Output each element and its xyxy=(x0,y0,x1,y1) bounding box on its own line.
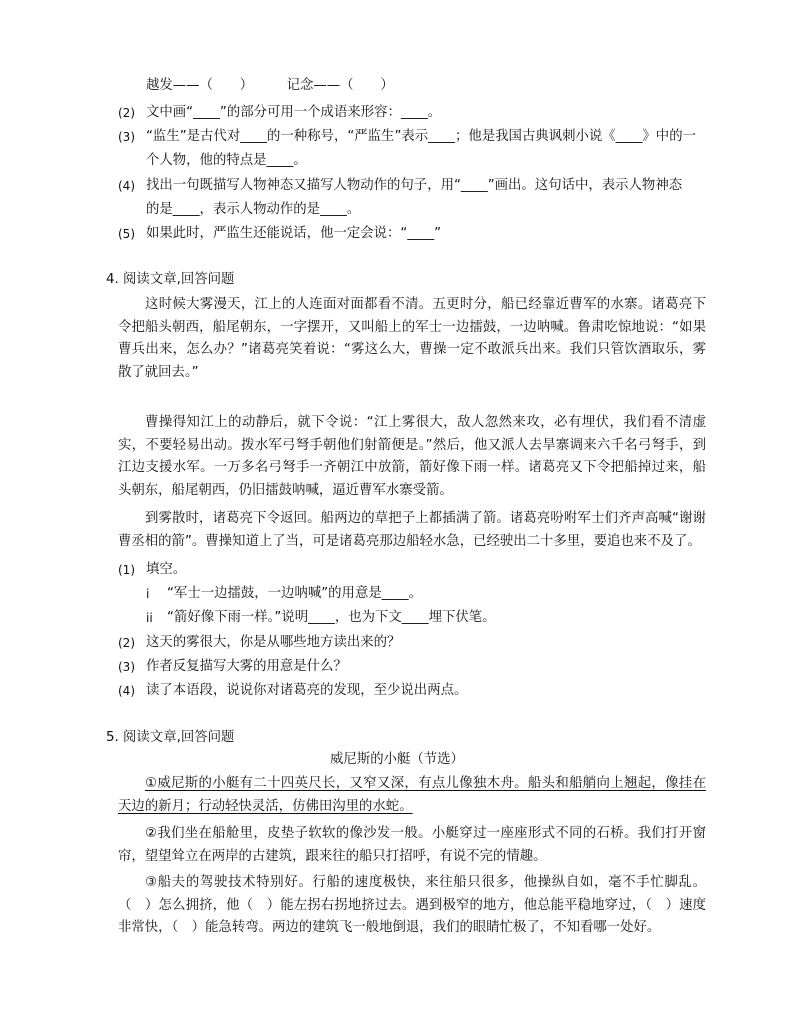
q4-paragraph-1: 这时候大雾漫天，江上的人连面对面都看不清。五更时分，船已经靠近曹军的水寨。诸葛亮下令把船头朝西，船尾朝东，一字摆开，又叫船上的军士一边擂鼓，一边呐喊。鲁肃吃惊地说：“如果曹兵出来，怎么办？”诸葛亮笑着说：“雾这么大，曹操一定不敢派兵出来。我们只管饮酒取乐，雾散了就回去。” xyxy=(118,297,706,380)
question-4-heading: 4. 阅读文章,回答问题 xyxy=(106,272,235,287)
item-number: (2) xyxy=(118,106,135,120)
item-number: (4) xyxy=(118,179,135,193)
item-text: 找出一句既描写人物神态又描写人物动作的句子，用“____”画出。这句话中，表示人物神态 xyxy=(146,178,683,193)
item-number: (1) xyxy=(118,563,135,577)
q4-paragraph-3: 到雾散时，诸葛亮下令返回。船两边的草把子上都插满了箭。诸葛亮吩咐军士们齐声高喊“谢谢曹丞相的箭”。曹操知道上了当，可是诸葛亮那边船轻水急，已经驶出二十多里，要追也来不及了。 xyxy=(118,511,706,549)
q4-subitem-i-text: “军士一边擂鼓，一边呐喊”的用意是____。 xyxy=(167,586,422,601)
q4-item-4-text: 读了本语段，说说你对诸葛亮的发现，至少说出两点。 xyxy=(146,683,468,698)
item-number: (3) xyxy=(118,130,135,144)
item-text-continued: 个人物，他的特点是____。 xyxy=(146,153,307,168)
q4-item-1-text: 填空。 xyxy=(146,562,187,577)
item-text-continued: 的是____，表示人物动作的是____。 xyxy=(146,202,361,217)
q5-paragraph-1-underlined: ①威尼斯的小艇有二十四英尺长，又窄又深，有点儿像独木舟。船头和船艄向上翘起，像挂在天边的新月；行动轻快灵活，仿佛田沟里的水蛇。 xyxy=(118,776,706,814)
q4-paragraph-2: 曹操得知江上的动静后，就下令说：“江上雾很大，敌人忽然来攻，必有埋伏，我们看不清虚实，不要轻易出动。拨水军弓弩手朝他们射箭便是。”然后，他又派人去旱寨调来六千名弓弩手，到江边支援水军。一万多名弓弩手一齐朝江中放箭，箭好像下雨一样。诸葛亮又下令把船掉过来，船头朝东，船尾朝西，仍旧擂鼓呐喊，逼近曹军水寨受箭。 xyxy=(118,415,706,498)
q3-item-1-continuation: 越发——（ ） 记念——（ ） xyxy=(146,78,394,93)
question-5-heading: 5. 阅读文章,回答问题 xyxy=(106,730,235,745)
q4-item-2-text: 这天的雾很大，你是从哪些地方读出来的？ xyxy=(146,635,401,650)
item-text: 文中画“____”的部分可用一个成语来形容：____。 xyxy=(146,105,442,120)
item-number: (3) xyxy=(118,660,135,674)
item-number: (4) xyxy=(118,684,135,698)
item-number: (2) xyxy=(118,636,135,650)
q5-paragraph-2: ②我们坐在船舱里，皮垫子软软的像沙发一般。小艇穿过一座座形式不同的石桥。我们打开窗帘，望望耸立在两岸的古建筑，跟来往的船只打招呼，有说不完的情趣。 xyxy=(118,826,706,864)
q4-subitem-ii-text: “箭好像下雨一样。”说明____，也为下文____埋下伏笔。 xyxy=(167,610,496,625)
item-text: “监生”是古代对____的一种称号，“严监生”表示____；他是我国古典讽刺小说《____》中的一 xyxy=(146,129,696,144)
item-text: 如果此时，严监生还能说话，他一定会说：“____” xyxy=(146,226,442,241)
q4-item-3-text: 作者反复描写大雾的用意是什么？ xyxy=(146,659,347,674)
subitem-number: i xyxy=(146,587,150,601)
q5-paragraph-3: ③船夫的驾驶技术特别好。行船的速度极快，来往船只很多，他操纵自如，毫不手忙脚乱。（ ）怎么拥挤，他（ ）能左拐右拐地挤过去。遇到极窄的地方，他总能平稳地穿过，（ ）速度非常快，（ ）能急转弯。两边的建筑飞一般地倒退，我们的眼睛忙极了，不知看哪一处好。 xyxy=(118,875,706,935)
item-number: (5) xyxy=(118,227,135,241)
passage-title: 威尼斯的小艇（节选） xyxy=(330,752,464,767)
subitem-number: ii xyxy=(146,611,153,625)
